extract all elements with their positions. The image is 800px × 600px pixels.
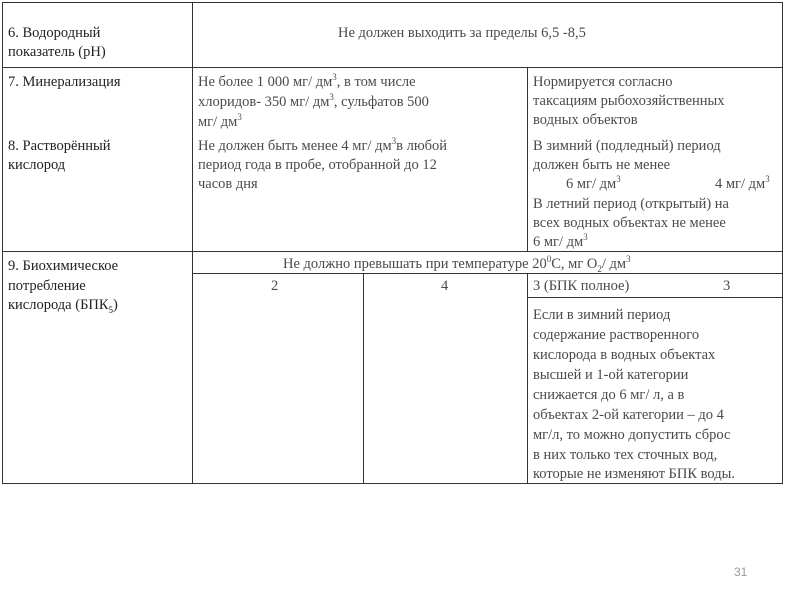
row-bod-header: Не должно превышать при температуре $20^0С$, мг $О_2/$ $дм^3$	[283, 254, 631, 274]
row-mineral-value-line-2: хлоридов- 350 мг/ $дм^3$, сульфатов 500	[198, 92, 429, 110]
row-bod-note-5: снижается до 6 мг/ л, а в	[533, 387, 685, 403]
label-column-divider	[192, 2, 193, 484]
row-mineral-label: 7. Минерализация	[8, 74, 121, 90]
row-oxygen-summer-2: всех водных объектах не менее	[533, 215, 726, 231]
row-oxygen-summer-3: 6 мг/ $дм^3$	[533, 232, 588, 250]
bod-col-divider-2	[527, 273, 528, 484]
row-ph-value: Не должен выходить за пределы 6,5 -8,5	[338, 25, 586, 41]
row-oxygen-label-2: кислород	[8, 157, 66, 173]
row-bod-label-1: 9. Биохимическое	[8, 258, 119, 274]
row-oxygen-value-line-1: Не должен быть менее 4 мг/ $дм^3в$ любой	[198, 136, 448, 154]
row-mineral-note-1: Нормируется согласно	[533, 74, 673, 90]
row-bod-note-4: высшей и 1-ой категории	[533, 367, 689, 383]
table-border-right	[782, 2, 783, 484]
row-bod-note-9: которые не изменяют БПК воды.	[533, 466, 735, 482]
row-bod-note-8: в них только тех сточных вод,	[533, 447, 718, 463]
row-mineral-value-line-1: Не более 1 000 мг/ $дм^3$, в том числе	[198, 72, 416, 90]
row-divider-2	[2, 251, 782, 252]
row-bod-note-2: содержание растворенного	[533, 327, 700, 343]
row-ph-label-1: 6. Водородный	[8, 25, 101, 41]
bod-subheader-divider	[528, 297, 782, 298]
row-bod-note-1: Если в зимний период	[533, 307, 671, 323]
table-border-top	[2, 2, 782, 3]
row-mineral-value-line-3: мг/ $дм^3$	[198, 112, 242, 130]
row-bod-col-3: 3 (БПК полное)	[533, 278, 630, 294]
row-oxygen-winter-value-2: 4 мг/ $дм^3$	[715, 174, 770, 192]
table-border-left	[2, 2, 3, 484]
row-bod-note-6: объектах 2-ой категории – до 4	[533, 407, 724, 423]
bod-col-divider-1	[363, 273, 364, 484]
row-mineral-note-2: таксациям рыбохозяйственных	[533, 93, 725, 109]
row-ph-label-2: показатель (рН)	[8, 44, 106, 60]
page-number: 31	[734, 565, 748, 579]
row-bod-col-4: 3	[723, 278, 731, 294]
row-bod-label-2: потребление	[8, 278, 86, 294]
row-mineral-note-3: водных объектов	[533, 112, 638, 128]
row-oxygen-label-1: 8. Растворённый	[8, 138, 111, 154]
row-oxygen-value-line-2: период года в пробе, отобранной до 12	[198, 157, 437, 173]
row-bod-col-1: 2	[271, 278, 279, 294]
row-oxygen-summer-1: В летний период (открытый) на	[533, 196, 729, 212]
row-divider-1	[2, 67, 782, 68]
row-bod-note-3: кислорода в водных объектах	[533, 347, 716, 363]
row-oxygen-winter-1: В зимний (подледный) период	[533, 138, 721, 154]
notes-column-divider	[527, 67, 528, 252]
row-bod-note-7: мг/л, то можно допустить сброс	[533, 427, 731, 443]
row-bod-col-2: 4	[441, 278, 449, 294]
row-oxygen-winter-value-1: 6 мг/ $дм^3$	[566, 174, 621, 192]
row-oxygen-winter-2: должен быть не менее	[533, 157, 671, 173]
row-bod-label-3: кислорода $(БПК_5)$	[8, 297, 118, 315]
row-oxygen-value-line-3: часов дня	[198, 176, 258, 192]
